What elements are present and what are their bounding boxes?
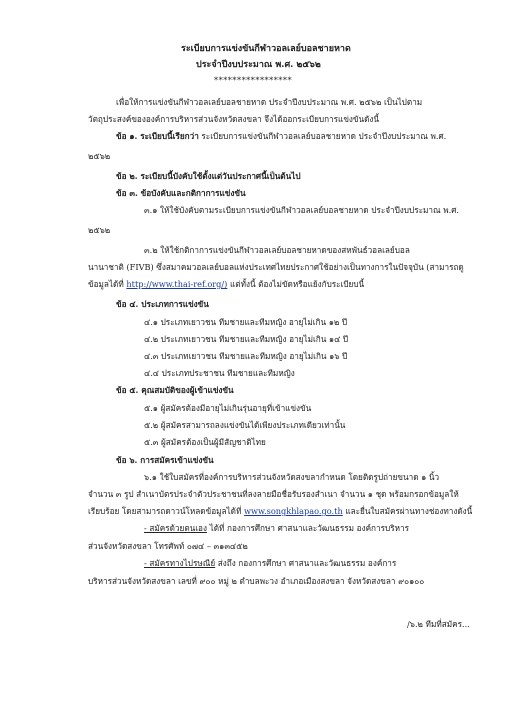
article-1-text: ระเบียบการแข่งขันกีฬาวอลเลย์บอลชายหาด ประจำปีงบประมาณ พ.ศ. [201,131,447,141]
article-6-1-line-2: จำนวน ๓ รูป สำเนาบัตรประจำตัวประชาชนที่ลงลายมือชื่อรับรองสำเนา จำนวน ๑ ชุด พร้อมกรอกข้อมูลให้ [88,489,459,499]
article-3-2-prefix: ข้อมูลได้ที่ [88,279,124,289]
post-apply-label: - สมัครทางไปรษณีย์ [144,558,216,568]
article-3-2-line-1: ๓.๒ ให้ใช้กติกาการแข่งขันกีฬาวอลเลย์บอลชายหาดของสหพันธ์วอลเลย์บอล [144,245,410,255]
article-3-2-suffix: แต่ทั้งนี้ ต้องไม่ขัดหรือแย้งกับระเบียบนี้ [227,279,365,289]
article-5-2: ๕.๒ ผู้สมัครสามารถลงแข่งขันได้เพียงประเภทเดียวเท่านั้น [144,420,346,430]
article-4-3: ๔.๓ ประเภทเยาวชน ทีมชายและทีมหญิง อายุไม่เกิน ๑๖ ปี [144,351,348,361]
page-continuation-footer: /๖.๒ ทีมที่สมัคร... [407,619,470,629]
article-5-1: ๕.๑ ผู้สมัครต้องมีอายุไม่เกินรุ่นอายุที่เข้าแข่งขัน [144,403,312,413]
stars-divider: ***************** [214,75,293,85]
songkhlapao-link[interactable]: www.songkhlapao.go.th [243,506,343,516]
article-3-2-line-2: นานาชาติ (FIVB) ซึ่งสมาคมวอลเลย์บอลแห่งประเทศไทยประกาศใช้อย่างเป็นทางการในปัจจุบัน (สามารถดู [88,262,464,272]
article-3-1: ๓.๑ ให้ใช้บังคับตามระเบียบการแข่งขันกีฬาวอลเลย์บอลชายหาด ประจำปีงบประมาณ พ.ศ. [144,205,459,215]
article-2: ข้อ ๒. ระเบียบนี้บังคับใช้ตั้งแต่วันประกาศนี้เป็นต้นไป [116,171,301,181]
post-apply-text: ส่งถึง กองการศึกษา ศาสนาและวัฒนธรรม องค์การ [215,558,397,568]
article-4-2: ๔.๒ ประเภทเยาวชน ทีมชายและทีมหญิง อายุไม่เกิน ๑๔ ปี [144,334,349,344]
article-3-1-continuation: ๒๕๖๒ [88,225,111,235]
article-6-1-prefix: เรียบร้อย โดยสามารถดาวน์โหลดข้อมูลได้ที่ [88,506,242,516]
article-1-continuation: ๒๕๖๒ [88,151,111,161]
intro-line-1: เพื่อให้การแข่งขันกีฬาวอลเลย์บอลชายหาด ประจำปีงบประมาณ พ.ศ. ๒๕๖๒ เป็นไปตาม [116,97,423,107]
self-apply-continuation: ส่วนจังหวัดสงขลา โทรศัพท์ ๐๗๔ – ๓๑๓๔๕๒ [88,541,248,551]
thai-ref-link[interactable]: http://www.thai-ref.org/) [126,279,228,289]
self-apply-text: ได้ที่ กองการศึกษา ศาสนาและวัฒนธรรม องค์การบริหาร [206,523,409,533]
intro-line-2: วัตถุประสงค์ขององค์การบริหารส่วนจังหวัดสงขลา จึงได้ออกระเบียบการแข่งขันดังนี้ [88,114,380,124]
article-4-1: ๔.๑ ประเภทเยาวชน ทีมชายและทีมหญิง อายุไม่เกิน ๑๒ ปี [144,317,348,327]
article-4-4: ๔.๔ ประเภทประชาชน ทีมชายและทีมหญิง [144,368,295,378]
self-apply-label: - สมัครด้วยตนเอง [144,523,207,533]
article-6-1-suffix: และยื่นใบสมัครผ่านทางช่องทางดังนี้ [342,506,473,516]
post-apply-continuation: บริหารส่วนจังหวัดสงขลา เลขที่ ๙๐๐ หมู่ ๒ ตำบลพะวง อำเภอเมืองสงขลา จังหวัดสงขลา ๙๐๑๐๐ [88,576,425,586]
article-6-1-line-1: ๖.๑ ใช้ใบสมัครที่องค์การบริหารส่วนจังหวัดสงขลากำหนด โดยติดรูปถ่ายขนาด ๑ นิ้ว [144,472,440,482]
document-title: ระเบียบการแข่งขันกีฬาวอลเลย์บอลชายหาด [181,44,351,54]
article-6-heading: ข้อ ๖. การสมัครเข้าแข่งขัน [116,455,214,465]
article-5-heading: ข้อ ๕. คุณสมบัติของผู้เข้าแข่งขัน [116,385,234,395]
article-3-heading: ข้อ ๓. ข้อบังคับและกติกาการแข่งขัน [116,188,246,198]
article-4-heading: ข้อ ๔. ประเภทการแข่งขัน [116,299,209,309]
article-5-3: ๕.๓ ผู้สมัครต้องเป็นผู้มีสัญชาติไทย [144,437,266,447]
document-subtitle: ประจำปีงบประมาณ พ.ศ. ๒๕๖๒ [196,60,321,70]
article-1-heading: ข้อ ๑. ระเบียบนี้เรียกว่า [116,131,199,141]
